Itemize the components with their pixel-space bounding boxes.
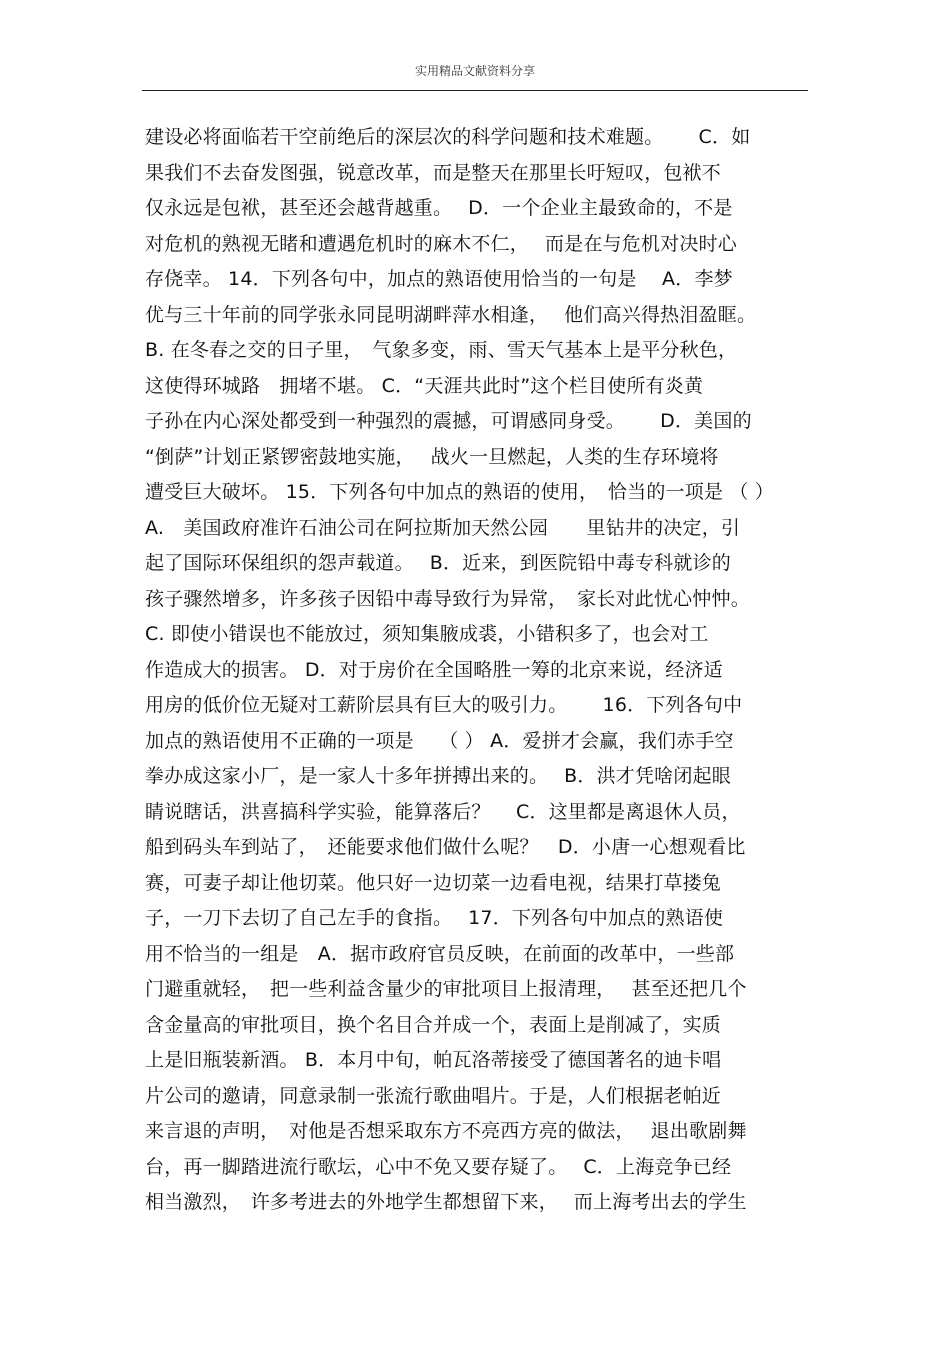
text-line: 子孙在内心深处都受到一种强烈的震撼，可谓感同身受。 D．美国的 bbox=[145, 410, 752, 432]
text-line: B. 在冬春之交的日子里， 气象多变，雨、雪天气基本上是平分秋色， bbox=[145, 339, 738, 361]
text-line: 果我们不去奋发图强，锐意改革，而是整天在那里长吁短叹，包袱不 bbox=[145, 161, 722, 184]
text-line: 用房的低价位无疑对工薪阶层具有巨大的吸引力。 16．下列各句中 bbox=[145, 694, 743, 716]
text-line: 对危机的熟视无睹和遭遇危机时的麻木不仁， 而是在与危机对决时心 bbox=[145, 232, 737, 255]
text-line: 这使得环城路 拥堵不堪。 C．“天涯共此时”这个栏目使所有炎黄 bbox=[145, 374, 704, 397]
text-line: 用不恰当的一组是 A．据市政府官员反映，在前面的改革中，一些部 bbox=[145, 942, 735, 965]
text-line: 孩子骤然增多，许多孩子因铅中毒导致行为异常， 家长对此忧心忡忡。 bbox=[145, 587, 750, 610]
text-line: 含金量高的审批项目，换个名目合并成一个，表面上是削减了，实质 bbox=[145, 1013, 722, 1036]
text-line: A. 美国政府准许石油公司在阿拉斯加天然公园 里钻井的决定，引 bbox=[145, 516, 741, 539]
text-line: 来言退的声明， 对他是否想采取东方不亮西方亮的做法， 退出歌剧舞 bbox=[145, 1120, 747, 1142]
text-line: 赛，可妻子却让他切菜。他只好一边切菜一边看电视，结果打草搂兔 bbox=[145, 871, 722, 894]
text-line: 仅永远是包袱，甚至还会越背越重。 D．一个企业主最致命的，不是 bbox=[145, 197, 733, 219]
text-line: 优与三十年前的同学张永同昆明湖畔萍水相逢， 他们高兴得热泪盈眶。 bbox=[145, 303, 757, 326]
text-line: 子，一刀下去切了自己左手的食指。 17．下列各句中加点的熟语使 bbox=[145, 907, 724, 929]
text-line: 上是旧瓶装新酒。 B．本月中旬，帕瓦洛蒂接受了德国著名的迪卡唱 bbox=[145, 1049, 722, 1071]
text-line: 加点的熟语使用不正确的一项是 （ ） A．爱拼才会赢，我们赤手空 bbox=[145, 729, 734, 752]
text-line: 拳办成这家小厂，是一家人十多年拼搏出来的。 B．洪才凭啥闭起眼 bbox=[145, 765, 731, 787]
text-line: 相当激烈， 许多考进去的外地学生都想留下来， 而上海考出去的学生 bbox=[145, 1191, 747, 1213]
text-line: 起了国际环保组织的怨声载道。 B．近来，到医院铅中毒专科就诊的 bbox=[145, 552, 731, 574]
text-line: 门避重就轻， 把一些利益含量少的审批项目上报清理， 甚至还把几个 bbox=[145, 978, 747, 1000]
text-line: 台，再一脚踏进流行歌坛，心中不免又要存疑了。 C．上海竞争已经 bbox=[145, 1155, 732, 1178]
text-line: 作造成大的损害。 D．对于房价在全国略胜一筹的北京来说，经济适 bbox=[145, 658, 723, 681]
text-line: 建设必将面临若干空前绝后的深层次的科学问题和技术难题。 C．如 bbox=[145, 126, 751, 148]
text-line: 船到码头车到站了， 还能要求他们做什么呢？ D．小唐一心想观看比 bbox=[145, 836, 746, 858]
text-line: C. 即使小错误也不能放过，须知集腋成裘，小错积多了，也会对工 bbox=[145, 623, 709, 645]
text-line: “倒萨”计划正紧锣密鼓地实施， 战火一旦燃起，人类的生存环境将 bbox=[145, 445, 719, 468]
page-header-title: 实用精品文献资料分享 bbox=[414, 64, 535, 78]
document-body bbox=[145, 120, 815, 1221]
text-line: 睛说瞎话，洪喜搞科学实验，能算落后？ C．这里都是离退休人员， bbox=[145, 800, 741, 823]
text-line: 片公司的邀请，同意录制一张流行歌曲唱片。于是，人们根据老帕近 bbox=[145, 1084, 722, 1107]
text-line: 存侥幸。 14．下列各句中，加点的熟语使用恰当的一句是 A．李梦 bbox=[145, 268, 733, 290]
text-line: 遭受巨大破坏。 15．下列各句中加点的熟语的使用， 恰当的一项是 （ ） bbox=[145, 481, 774, 503]
header-divider bbox=[142, 90, 808, 91]
